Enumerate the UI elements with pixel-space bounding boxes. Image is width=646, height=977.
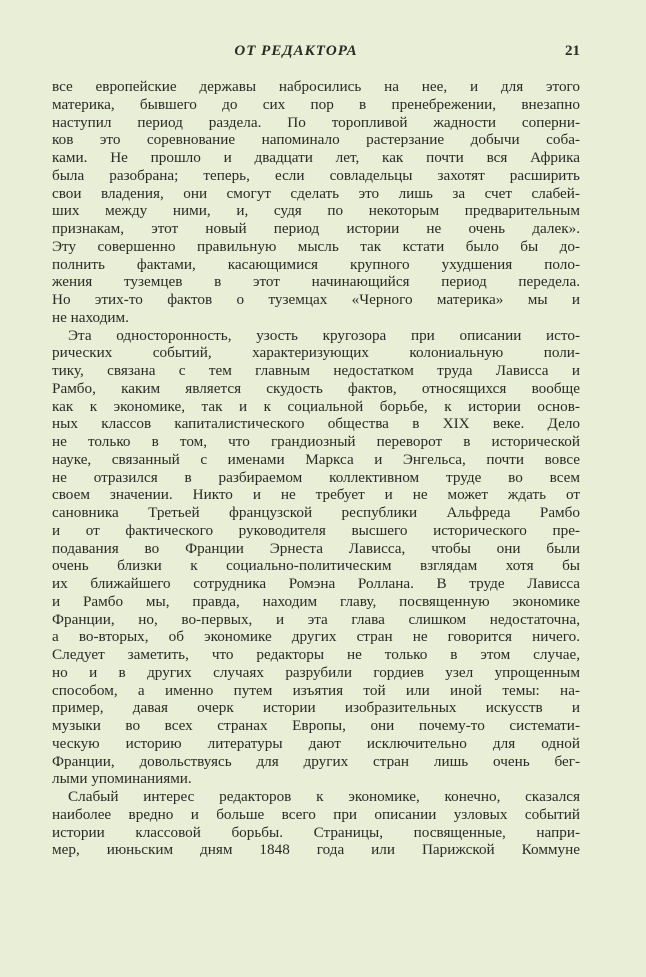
text-line: наиболее вредно и больше всего при описании узловых событий — [52, 805, 580, 823]
text-line: Следует заметить, что редакторы не только в этом случае, — [52, 646, 580, 663]
page-header — [52, 43, 580, 63]
text-line: науке, связанный с именами Маркса и Энгельса, почти вовсе — [52, 450, 580, 468]
text-line: мер, июньским дням 1848 года или Парижской Коммуне — [52, 841, 580, 859]
text-line: способом, а именно путем изъятия той или иной темы: на- — [52, 681, 580, 699]
text-line: Слабый интерес редакторов к экономике, конечно, сказался — [68, 788, 580, 805]
text-line: подавания во Франции Эрнеста Лависса, чтобы они были — [52, 539, 580, 557]
running-title: ОТ РЕДАКТОРА — [234, 43, 358, 59]
text-line: ших между ними, и, судя по некоторым предварительным — [52, 202, 580, 220]
text-line: своем значении. Никто и не требует и не может ждать от — [52, 486, 580, 504]
page-number: 21 — [565, 43, 580, 59]
text-line: тику, связана с тем главным недостатком труда Лависса и — [52, 362, 580, 379]
text-line: музыки во всех странах Европы, они почему-то системати- — [52, 717, 580, 734]
paragraph — [52, 788, 580, 859]
text-line: полнить фактами, касающимися крупного ухудшения поло- — [52, 255, 580, 273]
paragraph — [52, 327, 580, 789]
text-line: материка, бывшего до сих пор в пренебрежении, внезапно — [52, 95, 580, 113]
text-line: жения туземцев в этот начинающийся период передела. — [52, 273, 580, 291]
text-line: Но этих-то фактов о туземцах «Черного материка» мы и — [52, 291, 580, 308]
page-body — [52, 78, 580, 859]
paragraph — [52, 78, 580, 327]
text-line: истории классовой борьбы. Страницы, посвященные, напри- — [52, 823, 580, 841]
text-line: их ближайшего сотрудника Ромэна Роллана. В труде Лависса — [52, 575, 580, 592]
text-line: Эта односторонность, узость кругозора при описании исто- — [68, 326, 580, 344]
text-line: пример, давая очерк истории изобразительных искусств и — [52, 699, 580, 717]
text-line: и Рамбо мы, правда, находим главу, посвященную экономике — [52, 592, 580, 610]
text-line: сановника Третьей французской республики Альфреда Рамбо — [52, 504, 580, 521]
text-line: Франции, довольствуясь для других стран лишь очень бег- — [52, 752, 580, 770]
text-line: а во-вторых, об экономике других стран не говорится ничего. — [52, 628, 580, 646]
text-line: ков это соревнование напоминало растерзание добычи соба- — [52, 131, 580, 149]
text-line: свои владения, они смогут сделать это лишь за счет слабей- — [52, 184, 580, 202]
text-line: ческую историю литературы дают исключительно для одной — [52, 734, 580, 752]
text-line: как к экономике, так и к социальной борьбе, к истории основ- — [52, 397, 580, 415]
text-line: признакам, этот новый период истории не очень далек». — [52, 220, 580, 237]
text-line: Франции, но, во-первых, и эта глава слишком недостаточна, — [52, 610, 580, 628]
text-line: и от фактического руководителя высшего исторического пре- — [52, 521, 580, 539]
text-line: не отразился в разбираемом коллективном труде во всем — [52, 468, 580, 486]
text-line: все европейские державы набросились на нее, и для этого — [52, 78, 580, 95]
text-line: рических событий, характеризующих колониальную поли- — [52, 344, 580, 362]
text-line: Эту совершенно правильную мысль так кстати было бы до- — [52, 237, 580, 255]
text-line: лыми упоминаниями. — [52, 770, 192, 788]
text-line: наступил период раздела. По торопливой жадности соперни- — [52, 113, 580, 131]
text-line: ных классов капиталистического общества в XIX веке. Дело — [52, 415, 580, 433]
text-line: очень близки к социально-политическим взглядам хотя бы — [52, 557, 580, 575]
text-line: не находим. — [52, 308, 129, 326]
text-line: не только в том, что грандиозный переворот в исторической — [52, 433, 580, 450]
text-line: ками. Не прошло и двадцати лет, как почти вся Африка — [52, 149, 580, 166]
text-line: была разобрана; теперь, если совладельцы захотят расширить — [52, 166, 580, 184]
text-line: Рамбо, каким является скудость фактов, относящихся вообще — [52, 379, 580, 397]
text-line: но и в других случаях разрубили гордиев узел упрощенным — [52, 663, 580, 681]
